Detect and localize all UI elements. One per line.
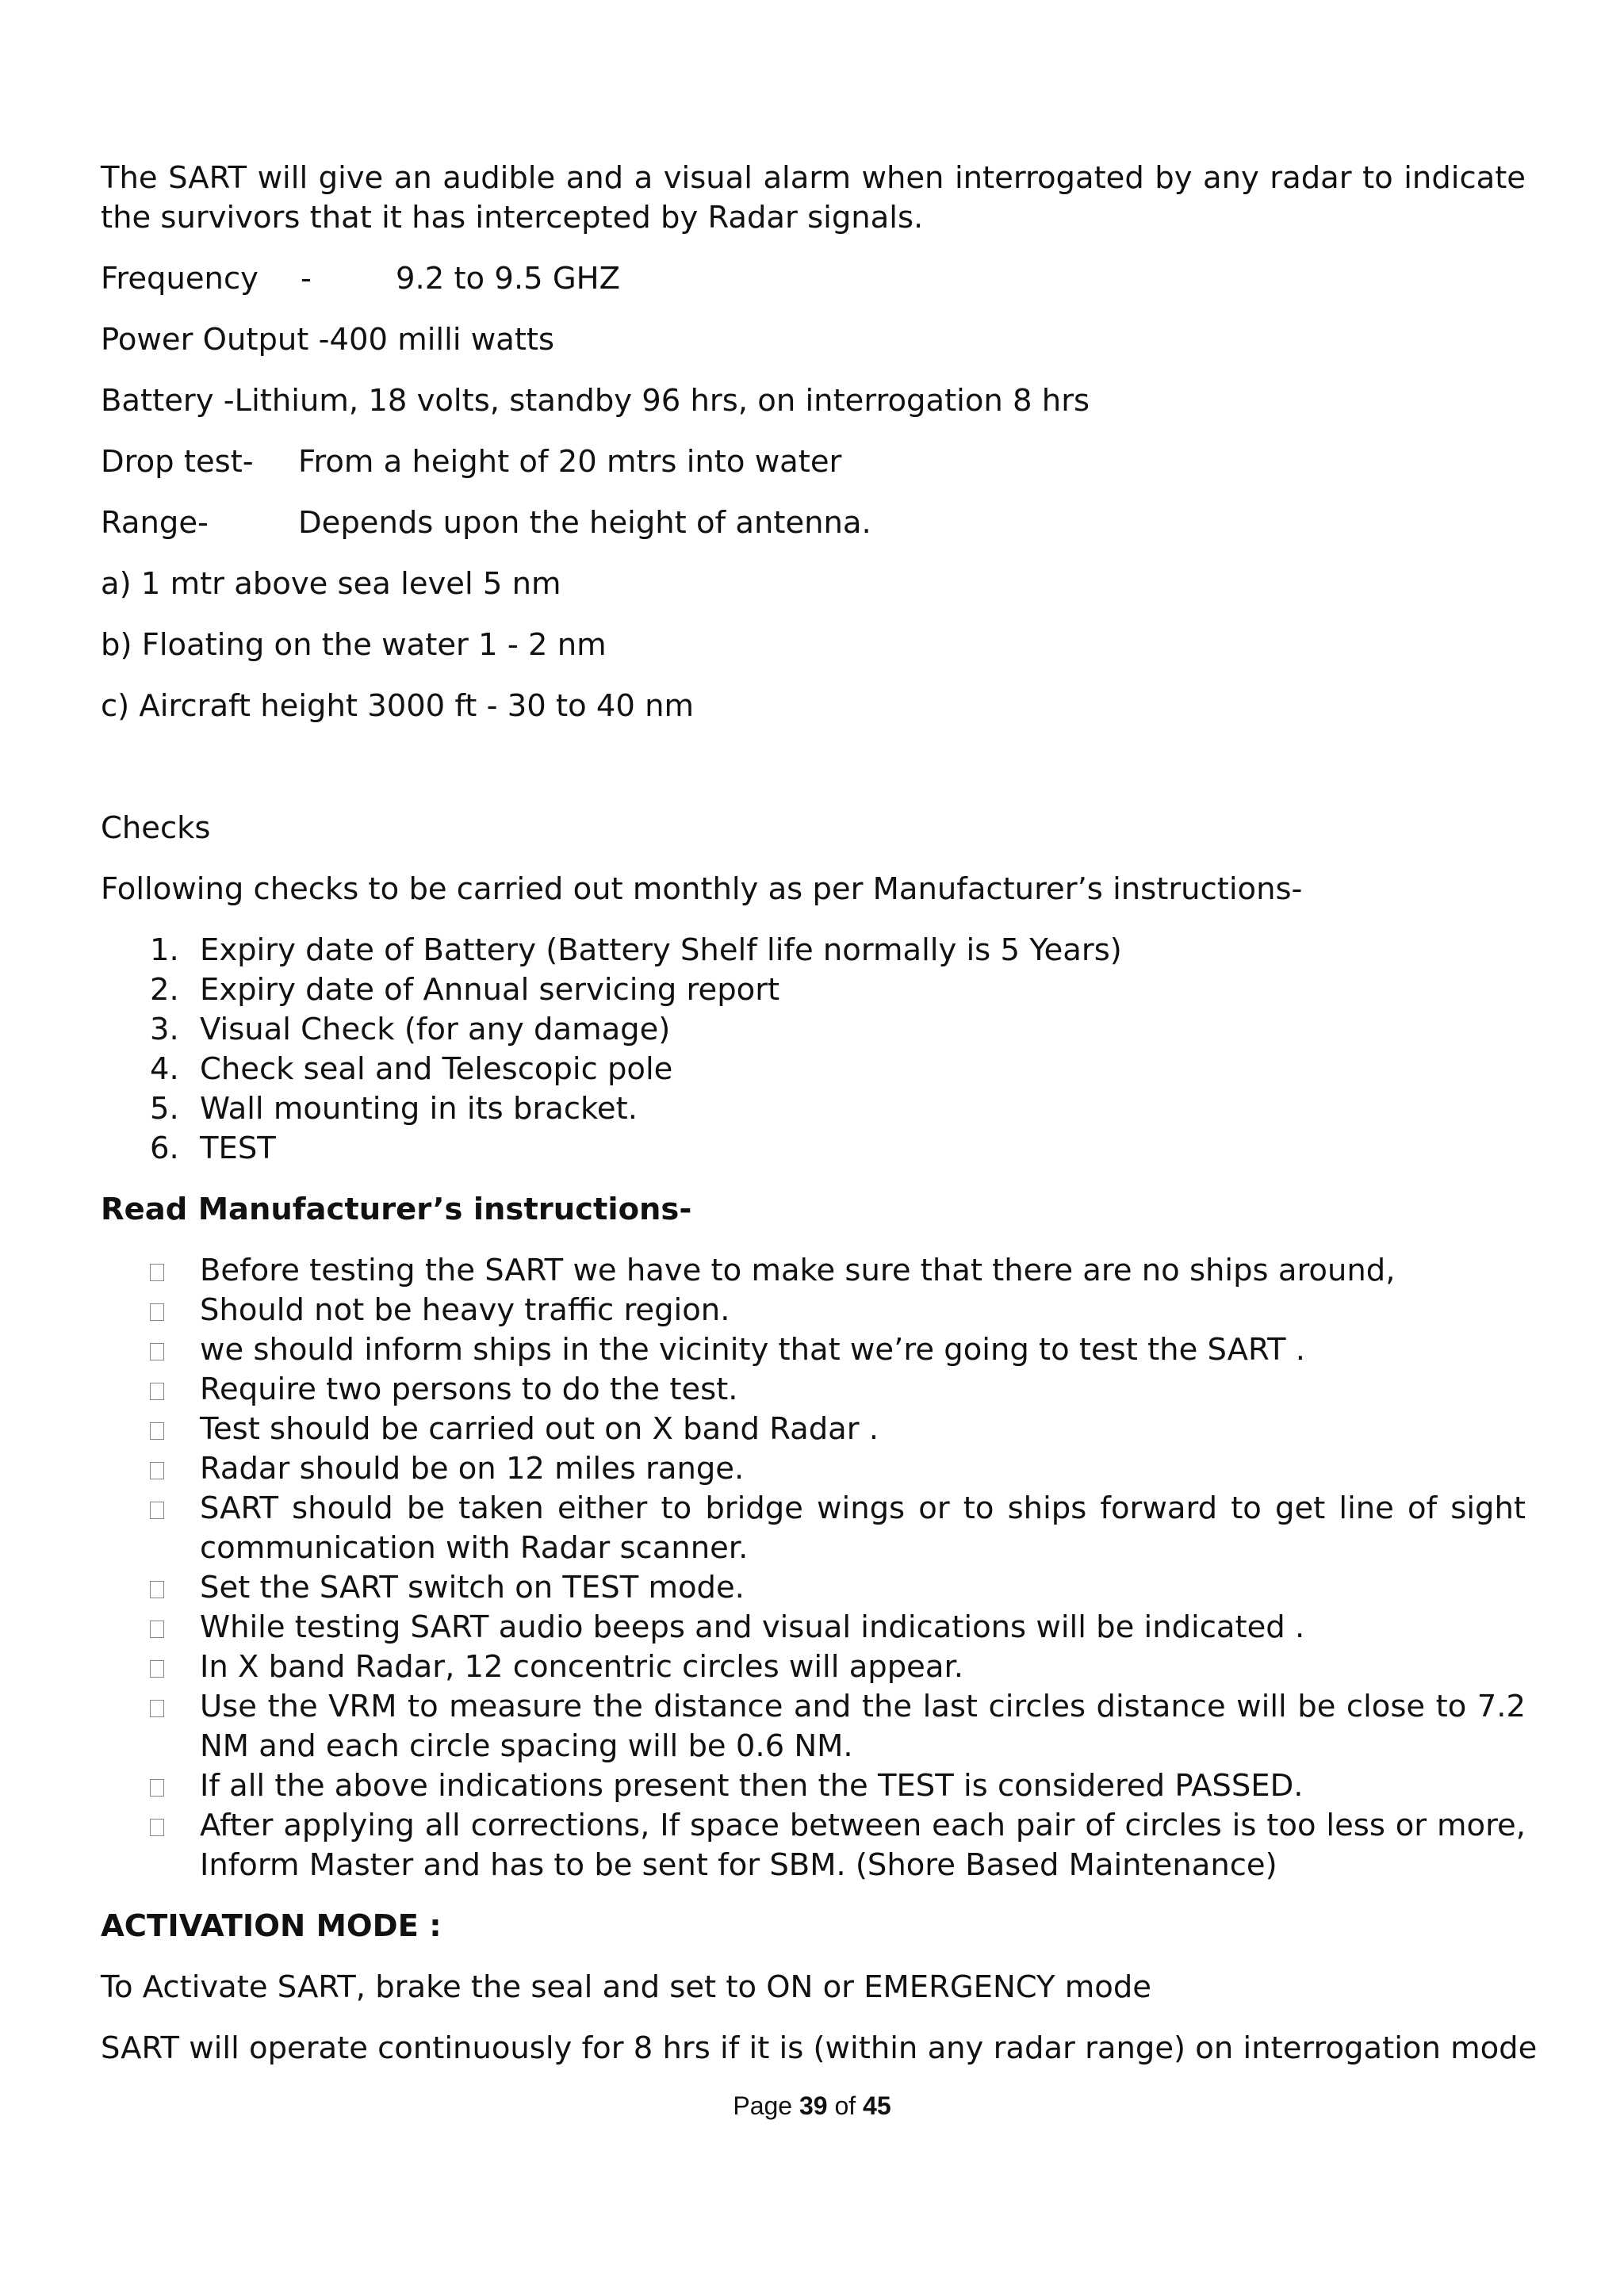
spec-range-c: c) Aircraft height 3000 ft - 30 to 40 nm — [101, 688, 695, 724]
spec-power: Power Output -400 milli watts — [101, 322, 555, 358]
list-item: SART should be taken either to bridge wings or to ships forward to get line of sight communication with Radar scanner. — [101, 1489, 1526, 1568]
activation-line-2: SART will operate continuously for 8 hrs if it is (within any radar range) on interrogation mode — [101, 2030, 1538, 2066]
spec-range-value: Depends upon the height of antenna. — [298, 505, 871, 541]
list-item: Require two persons to do the test. — [101, 1370, 1526, 1410]
spec-range — [101, 503, 1526, 543]
spec-range-sep: - — [197, 505, 209, 541]
spec-drop-test — [101, 442, 1526, 482]
list-item: Use the VRM to measure the distance and the last circles distance will be close to 7.2 NM and each circle spacing will be 0.6 NM. — [101, 1687, 1526, 1766]
total-page-number: 45 — [863, 2091, 891, 2120]
list-item: Set the SART switch on TEST mode. — [101, 1568, 1526, 1608]
checks-list — [101, 931, 1526, 1169]
spec-drop-label: Drop test- — [101, 444, 254, 480]
activation-line-1: To Activate SART, brake the seal and set to ON or EMERGENCY mode — [101, 1969, 1151, 2005]
bullet-box-icon — [150, 1502, 164, 1519]
list-item: After applying all corrections, If space between each pair of circles is too less or more, Inform Master and has to be sent for SBM. (Shore Based Maintenance) — [101, 1806, 1526, 1885]
bullet-box-icon — [150, 1264, 164, 1281]
checks-intro: Following checks to be carried out monthly as per Manufacturer’s instructions- — [101, 871, 1303, 907]
spec-range-label: Range — [101, 505, 198, 541]
list-item: Radar should be on 12 miles range. — [101, 1449, 1526, 1489]
list-item: 1. Expiry date of Battery (Battery Shelf life normally is 5 Years) — [150, 932, 1122, 968]
spec-battery: Battery -Lithium, 18 volts, standby 96 hrs, on interrogation 8 hrs — [101, 383, 1090, 419]
read-instructions-heading: Read Manufacturer’s instructions- — [101, 1192, 692, 1227]
section-gap — [101, 748, 1526, 809]
list-item: 2. Expiry date of Annual servicing report — [150, 972, 780, 1008]
list-item: we should inform ships in the vicinity that we’re going to test the SART . — [101, 1330, 1526, 1370]
list-item: Should not be heavy traffic region. — [101, 1291, 1526, 1330]
spec-frequency — [101, 259, 1526, 299]
list-item: 6. TEST — [150, 1131, 276, 1166]
bullet-box-icon — [150, 1581, 164, 1598]
page-number-footer: Page 39 of 45 — [733, 2091, 891, 2120]
spec-frequency-sep: - — [301, 261, 312, 297]
list-item: 4. Check seal and Telescopic pole — [150, 1051, 673, 1087]
list-item: While testing SART audio beeps and visual indications will be indicated . — [101, 1608, 1526, 1647]
bullet-box-icon — [150, 1779, 164, 1797]
bullet-box-icon — [150, 1343, 164, 1360]
checks-title: Checks — [101, 810, 211, 846]
list-item: If all the above indications present then the TEST is considered PASSED. — [101, 1766, 1526, 1806]
bullet-box-icon — [150, 1303, 164, 1321]
bullet-box-icon — [150, 1819, 164, 1836]
bullet-box-icon — [150, 1422, 164, 1440]
list-item: 5. Wall mounting in its bracket. — [150, 1091, 638, 1127]
activation-heading: ACTIVATION MODE : — [101, 1908, 442, 1944]
list-item: Test should be carried out on X band Radar . — [101, 1410, 1526, 1449]
current-page-number: 39 — [799, 2091, 828, 2120]
bullet-box-icon — [150, 1383, 164, 1400]
list-item: Before testing the SART we have to make sure that there are no ships around, — [101, 1251, 1526, 1291]
spec-drop-value: From a height of 20 mtrs into water — [298, 444, 842, 480]
instructions-list — [101, 1251, 1526, 1885]
bullet-box-icon — [150, 1700, 164, 1717]
spec-range-a: a) 1 mtr above sea level 5 nm — [101, 566, 561, 602]
page-content — [101, 159, 1538, 2090]
spec-frequency-value: 9.2 to 9.5 GHZ — [396, 261, 620, 297]
bullet-box-icon — [150, 1462, 164, 1479]
spec-frequency-label: Frequency — [101, 261, 259, 297]
list-item: In X band Radar, 12 concentric circles will appear. — [101, 1647, 1526, 1687]
intro-paragraph: The SART will give an audible and a visual alarm when interrogated by any radar to indicate the survivors that it has intercepted by Radar signals. — [101, 160, 1526, 235]
list-item: 3. Visual Check (for any damage) — [150, 1012, 671, 1047]
bullet-box-icon — [150, 1660, 164, 1678]
spec-range-b: b) Floating on the water 1 - 2 nm — [101, 627, 607, 663]
bullet-box-icon — [150, 1621, 164, 1638]
